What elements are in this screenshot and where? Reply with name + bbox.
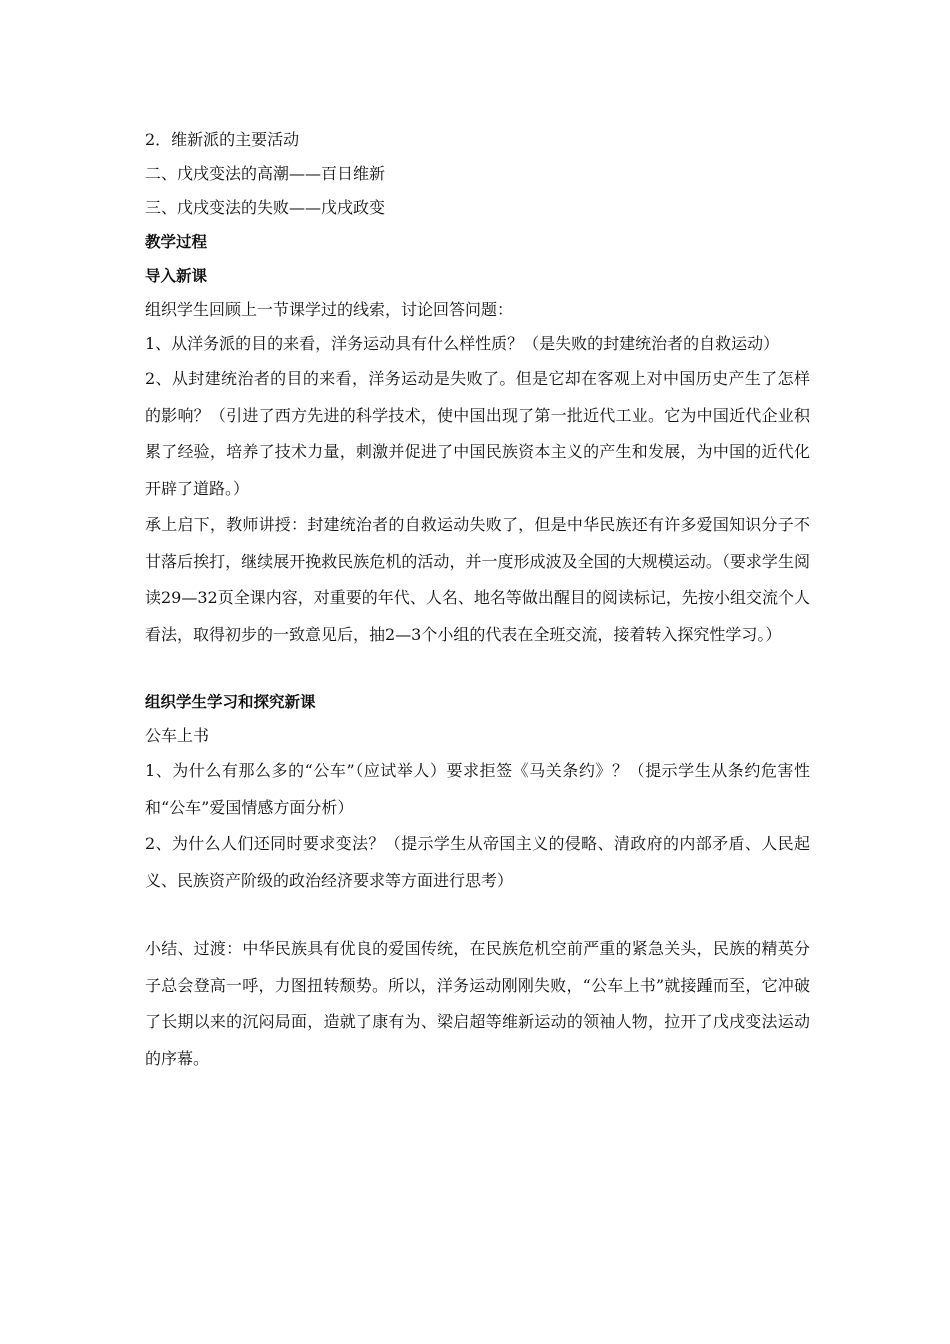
heading-teaching-process: 教学过程: [145, 233, 208, 251]
intro-prompt: 组织学生回顾上一节课学过的线索，讨论回答问题：: [145, 300, 514, 319]
heading-explore: 组织学生学习和探究新课: [145, 693, 316, 711]
question-2: 2、从封建统治者的目的来看，洋务运动是失败了。但是它却在客观上对中国历史产生了怎样的影响？（引进了西方先进的科学技术，使中国出现了第一批近代工业。它为中国近代企业积累了经验，培养了技术力量，刺激并促进了中国民族资本主义的产生和发展，为中国的近代化开辟了道路。）: [145, 369, 810, 498]
heading-intro: 导入新课: [145, 267, 208, 285]
outline-item-1: 2．维新派的主要活动: [145, 130, 300, 149]
topic-title: 公车上书: [145, 726, 210, 745]
explore-question-2: 2、为什么人们还同时要求变法？（提示学生从帝国主义的侵略、清政府的内部矛盾、人民起义、民族资产阶级的政治经济要求等方面进行思考）: [145, 834, 810, 890]
summary-paragraph: 小结、过渡：中华民族具有优良的爱国传统，在民族危机空前严重的紧急关头，民族的精英分子总会登高一呼，力图扭转颓势。所以，洋务运动刚刚失败，“公车上书”就接踵而至，它冲破了长期以来的沉闷局面，造就了康有为、梁启超等维新运动的领袖人物，拉开了戊戌变法运动的序幕。: [145, 939, 810, 1068]
outline-item-3: 三、戊戌变法的失败——戊戌政变: [145, 198, 386, 217]
outline-item-2: 二、戊戌变法的高潮——百日维新: [145, 164, 386, 183]
question-1: 1、从洋务派的目的来看，洋务运动具有什么样性质？（是失败的封建统治者的自救运动）: [145, 334, 780, 353]
explore-question-1: 1、为什么有那么多的“公车”（应试举人）要求拒签《马关条约》？（提示学生从条约危害性和“公车”爱国情感方面分析）: [145, 761, 810, 817]
document-page: [145, 123, 810, 1077]
transition-paragraph: 承上启下，教师讲授：封建统治者的自救运动失败了，但是中华民族还有许多爱国知识分子不甘落后挨打，继续展开挽救民族危机的活动，并一度形成波及全国的大规模运动。（要求学生阅读29—32页全课内容，对重要的年代、人名、地名等做出醒目的阅读标记，先按小组交流个人看法，取得初步的一致意见后，抽2—3个小组的代表在全班交流，接着转入探究性学习。）: [145, 515, 810, 644]
